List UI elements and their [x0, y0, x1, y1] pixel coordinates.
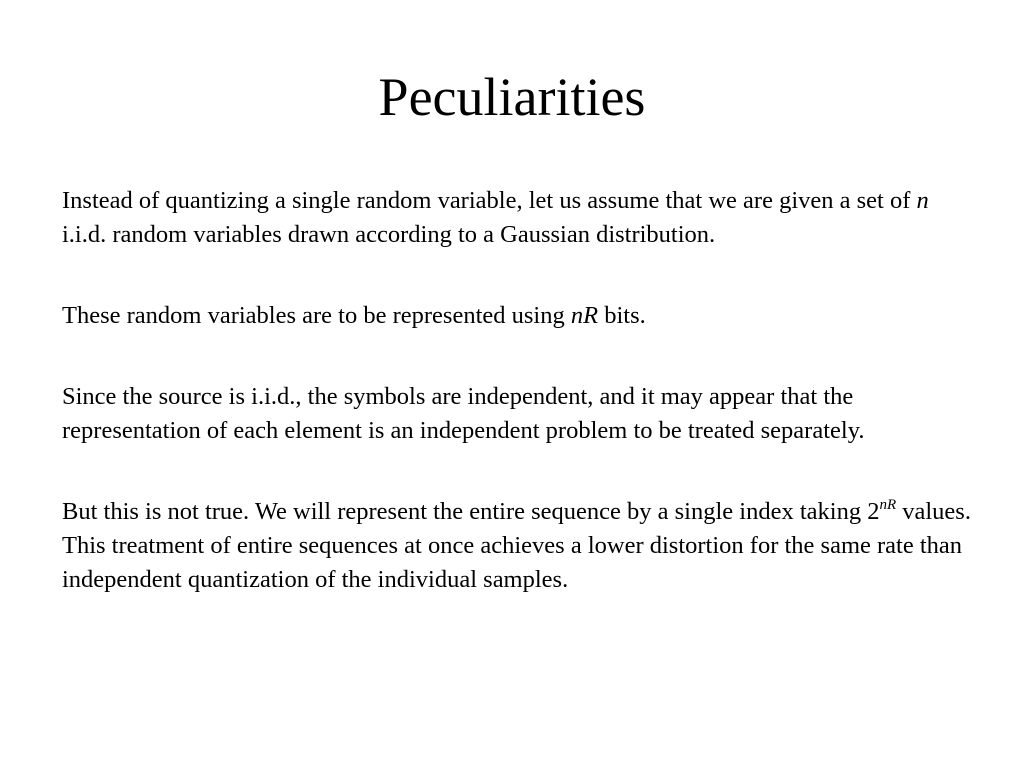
paragraph-2-text-b: bits. — [598, 302, 646, 329]
slide-title: Peculiarities — [378, 67, 646, 127]
paragraph-2 — [62, 299, 972, 333]
paragraph-1 — [62, 184, 972, 252]
paragraph-4-text-b: values. This treatment of entire sequences at once achieves a lower distortion for the same rate than independent quantization of the individual samples. — [62, 498, 971, 593]
paragraph-4-text-a: But this is not true. We will represent the entire sequence by a single index taking — [62, 498, 868, 525]
paragraph-1-text-a: Instead of quantizing a single random variable, let us assume that we are given a set of — [62, 187, 917, 214]
exponent-nR: nR — [879, 497, 897, 513]
paragraph-1-text-b: i.i.d. random variables drawn according to a Gaussian distribution. — [62, 221, 716, 248]
variable-n: n — [916, 187, 929, 214]
slide-body — [62, 184, 972, 644]
paragraph-4 — [62, 495, 972, 597]
exponent-base: 2 — [867, 498, 880, 525]
variable-nR: nR — [570, 302, 599, 329]
paragraph-2-text-a: These random variables are to be represented using — [62, 302, 571, 329]
paragraph-3: Since the source is i.i.d., the symbols are independent, and it may appear that the representation of each element is an independent problem to be treated separately. — [62, 383, 865, 444]
